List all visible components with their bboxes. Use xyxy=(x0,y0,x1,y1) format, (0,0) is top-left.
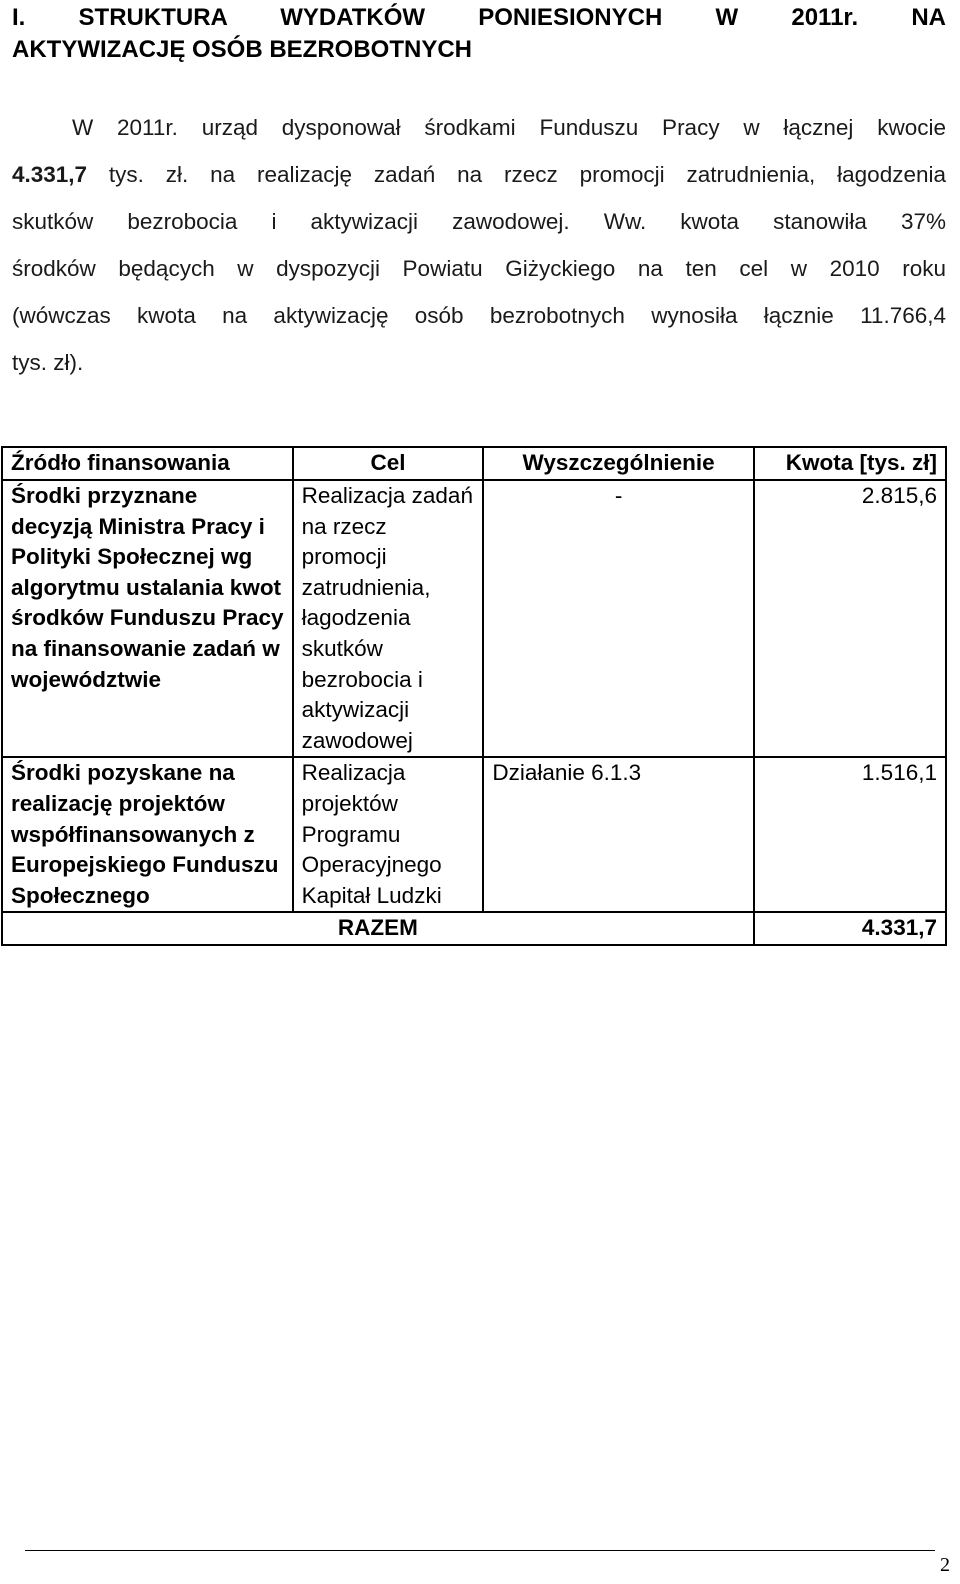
funding-table xyxy=(1,446,947,946)
section-heading-line-2: AKTYWIZACJĘ OSÓB BEZROBOTNYCH xyxy=(12,36,473,63)
header-source: Źródło finansowania xyxy=(2,447,293,480)
total-label: RAZEM xyxy=(2,912,754,945)
row2-source: Środki pozyskane na realizację projektów współfinansowanych z Europejskiego Funduszu Społecznego xyxy=(2,757,293,912)
section-heading-line-1: I. STRUKTURA WYDATKÓW PONIESIONYCH W 2011r. NA xyxy=(12,4,946,31)
paragraph-line-5: (wówczas kwota na aktywizację osób bezrobotnych wynosiła łącznie 11.766,4 xyxy=(12,303,946,328)
paragraph-line-2-rest: tys. zł. na realizację zadań na rzecz promocji zatrudnienia, łagodzenia xyxy=(87,162,946,187)
paragraph-line-4: środków będących w dyspozycji Powiatu Giżyckiego na ten cel w 2010 roku xyxy=(12,256,946,281)
total-amount: 4.331,7 xyxy=(754,912,946,945)
row1-goal: Realizacja zadań na rzecz promocji zatrudnienia, łagodzenia skutków bezrobocia i aktywizacji zawodowej xyxy=(293,480,484,757)
paragraph-line-1: W 2011r. urząd dysponował środkami Funduszu Pracy w łącznej kwocie xyxy=(72,115,946,140)
row1-detail: - xyxy=(483,480,753,757)
row1-amount: 2.815,6 xyxy=(754,480,946,757)
section-heading xyxy=(12,2,946,66)
table-total-row xyxy=(2,912,946,945)
row2-goal: Realizacja projektów Programu Operacyjnego Kapitał Ludzki xyxy=(293,757,484,912)
header-goal: Cel xyxy=(293,447,484,480)
table-row xyxy=(2,480,946,757)
table-header-row xyxy=(2,447,946,480)
footer-divider xyxy=(25,1550,935,1551)
paragraph-line-2 xyxy=(12,151,946,198)
row1-source: Środki przyznane decyzją Ministra Pracy i Polityki Społecznej wg algorytmu ustalania kwot środków Funduszu Pracy na finansowanie zadań w województwie xyxy=(2,480,293,757)
highlighted-amount: 4.331,7 xyxy=(12,162,88,187)
header-amount: Kwota [tys. zł] xyxy=(754,447,946,480)
row2-amount: 1.516,1 xyxy=(754,757,946,912)
intro-paragraph xyxy=(12,104,946,386)
paragraph-line-3: skutków bezrobocia i aktywizacji zawodowej. Ww. kwota stanowiła 37% xyxy=(12,209,946,234)
table-row xyxy=(2,757,946,912)
header-detail: Wyszczególnienie xyxy=(483,447,753,480)
paragraph-line-6: tys. zł). xyxy=(12,350,84,375)
page-number: 2 xyxy=(940,1554,950,1576)
row2-detail: Działanie 6.1.3 xyxy=(483,757,753,912)
